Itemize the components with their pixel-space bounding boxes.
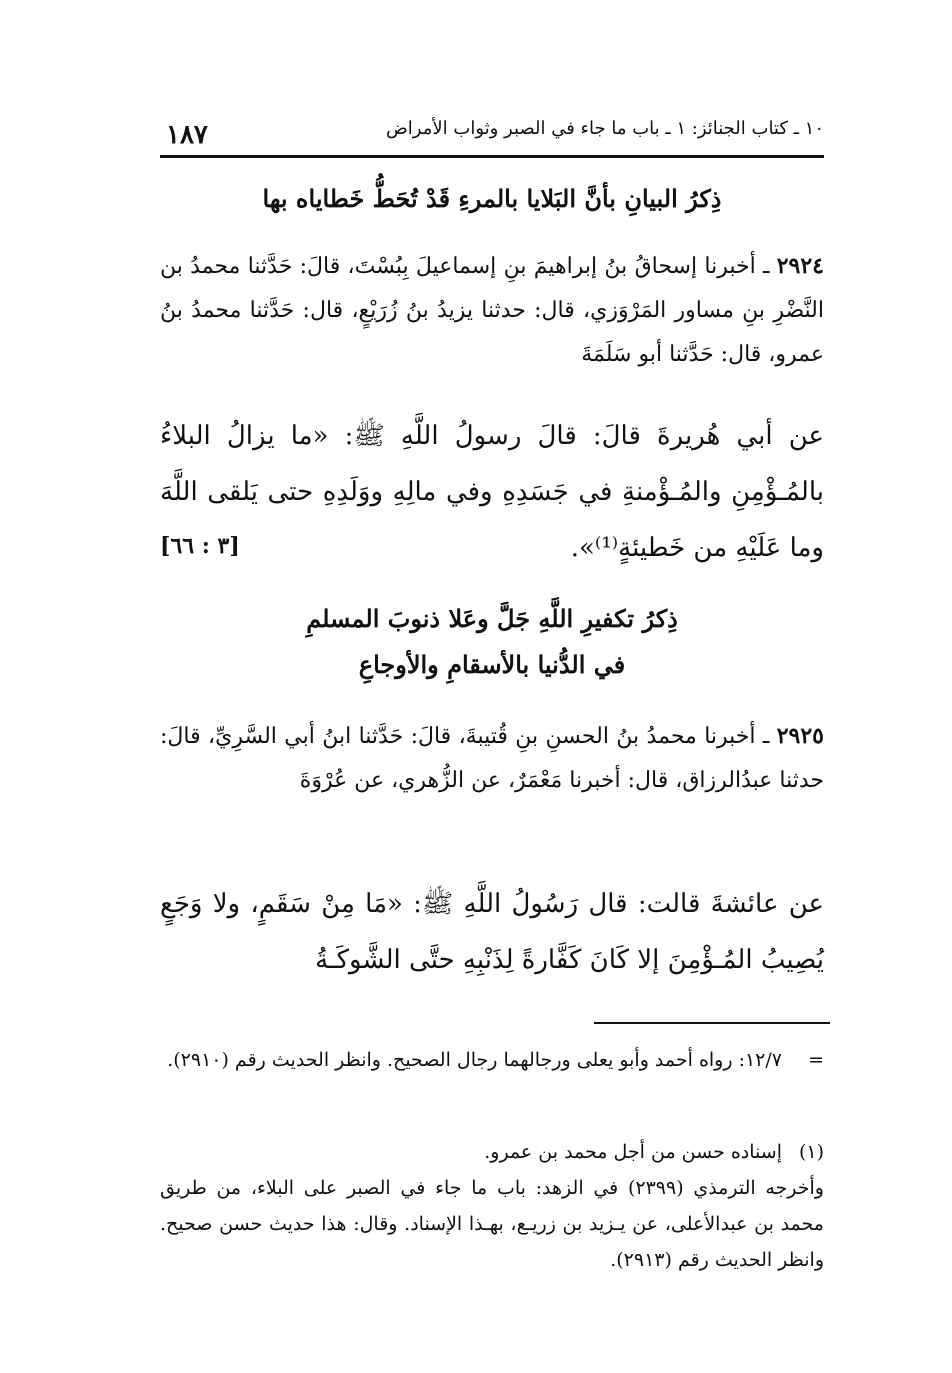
page-number: ١٨٧ [166, 120, 208, 150]
footnote-1-marker: (١) [798, 1141, 824, 1163]
continuation-marker: = [808, 1049, 824, 1071]
section-heading-2-line-2: في الدُّنيا بالأسقامِ والأوجاعِ [358, 650, 626, 679]
hadith-2925-isnad [160, 714, 824, 803]
section-heading-2-line-1: ذِكرُ تكفيرِ اللَّهِ جَلَّ وعَلا ذنوبَ المسلمِ [306, 604, 678, 633]
matn-text: عن أبي هُريرةَ قالَ: قالَ رسولُ اللَّهِ ﷺ: «ما يزالُ البلاءُ بالمُـؤْمِنِ والمُـؤْمنةِ في جَسَدِهِ وفي مالِهِ ووَلَدِهِ حتى يَلقى اللَّهَ وما عَلَيْهِ من خَطيئةٍ⁽¹⁾». [160, 421, 824, 563]
footnote-continued [160, 1042, 824, 1078]
isnad-text: ـ أخبرنا محمدُ بنُ الحسنِ بنِ قُتيبةَ، قالَ: حَدَّثنا ابنُ أبي السَّرِيِّ، قالَ: حدثنا عبدُالرزاق، قال: أخبرنا مَعْمَرٌ، عن الزُّهري، عن عُرْوَةَ [160, 724, 824, 793]
hadith-number: ٢٩٢٥ [776, 723, 824, 749]
hadith-2925-matn: عن عائشةَ قالت: قال رَسُولُ اللَّهِ ﷺ: «مَا مِنْ سَقَمٍ، ولا وَجَعٍ يُصِيبُ المُـؤْمِنَ إلا كَانَ كَفَّارةً لِذَنْبِهِ حتَّى الشَّوكَـةُ [160, 889, 824, 975]
footnote-continued-text: ١٢/٧: رواه أحمد وأبو يعلى ورجالهما رجال الصحيح. وانظر الحديث رقم (٢٩١٠). [167, 1049, 782, 1071]
footnote-1-line-1: إسناده حسن من أجل محمد بن عمرو. [484, 1141, 782, 1163]
source-reference: [٣ : ٦٦] [160, 533, 240, 559]
hadith-number: ٢٩٢٤ [776, 253, 824, 279]
running-header [160, 112, 824, 152]
header-rule [160, 155, 824, 158]
footnote-1 [160, 1134, 824, 1278]
footnote-rule [594, 1022, 830, 1024]
isnad-text: ـ أخبرنا إسحاقُ بنُ إبراهيمَ بنِ إسماعيلَ بِبُسْتَ، قالَ: حَدَّثنا محمدُ بن النَّضْرِ بنِ مساور المَرْوَزي، قال: حدثنا يزيدُ بنُ زُرَيْعٍ، قال: حَدَّثنا محمدُ بنُ عمرو، قال: حَدَّثنا أبو سَلَمَةَ [160, 254, 824, 367]
chapter-title: ١٠ ـ كتاب الجنائز: ١ ـ باب ما جاء في الصبر وثواب الأمراض [386, 118, 824, 139]
hadith-2924-matn [160, 408, 824, 578]
section-heading-1: ذِكرُ البيانِ بأنَّ البَلايا بالمرءِ قَدْ تُحَطُّ خَطاياه بها [262, 184, 722, 213]
section-heading-2 [160, 596, 824, 688]
footnote-1-body: وأخرجه الترمذي (٢٣٩٩) في الزهد: باب ما جاء في الصبر على البلاء، من طريق محمد بن عبدالأعلى، عن يـزيد بن زريـع، بهـذا الإسناد. وقال: هذا حديث حسن صحيح. وانظر الحديث رقم (٢٩١٣). [160, 1177, 824, 1271]
hadith-2924-isnad [160, 244, 824, 377]
